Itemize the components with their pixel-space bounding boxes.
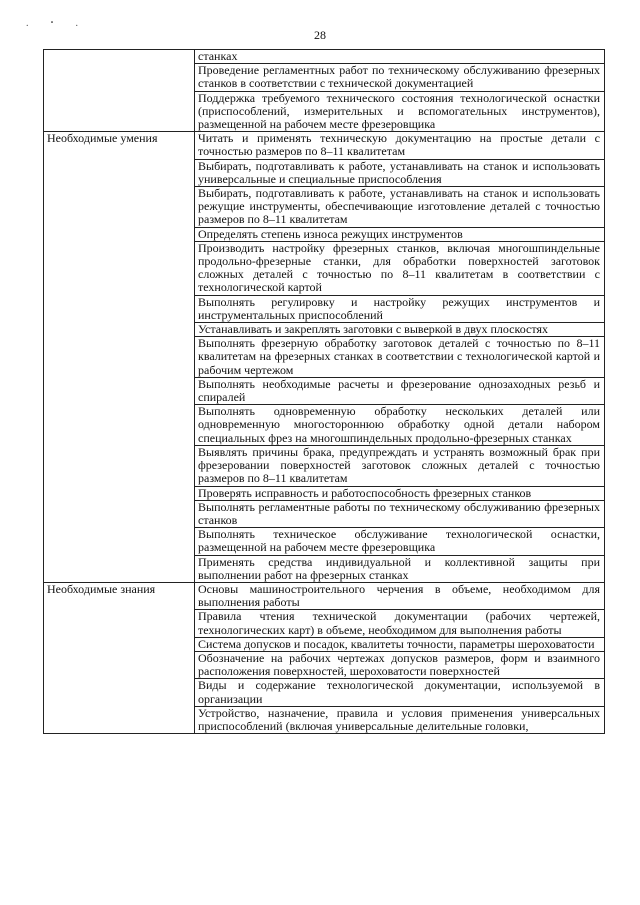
knowledge-group-item: Виды и содержание технологической документации, используемой в организации <box>195 679 605 706</box>
skills-group-item: Выбирать, подготавливать к работе, устанавливать на станок и использовать универсальные и специальные приспособления <box>195 159 605 186</box>
skills-group-item: Выполнять регулировку и настройку режущих инструментов и инструментальных приспособлений <box>195 295 605 322</box>
skills-group-item: Выполнять фрезерную обработку заготовок деталей с точностью по 8–11 квалитетам на фрезерных станках в соответствии с технологической картой и рабочим чертежом <box>195 337 605 378</box>
skills-group-item: Производить настройку фрезерных станков, включая многошпиндельные продольно-фрезерные станки, для обработки поверхностей заготовок сложных деталей с точностью по 8–11 квалитетам в соответствии с технологической картой <box>195 241 605 295</box>
knowledge-group-item: Основы машиностроительного черчения в объеме, необходимом для выполнения работы <box>195 582 605 609</box>
skills-group-item: Выполнять регламентные работы по техническому обслуживанию фрезерных станков <box>195 500 605 527</box>
skills-group-label: Необходимые умения <box>44 132 195 583</box>
knowledge-group-item: Правила чтения технической документации (рабочих чертежей, технологических карт) в объеме, необходимом для выполнения работы <box>195 610 605 637</box>
continued-group-label <box>44 50 195 132</box>
knowledge-group-row <box>44 582 605 609</box>
skills-group-item: Устанавливать и закреплять заготовки с выверкой в двух плоскостях <box>195 323 605 337</box>
page-number: 28 <box>314 28 326 42</box>
skills-group-item: Определять степень износа режущих инструментов <box>195 227 605 241</box>
continued-group-item: Проведение регламентных работ по техническому обслуживанию фрезерных станков в соответствии с технической документацией <box>195 64 605 91</box>
skills-group-item: Выполнять одновременную обработку нескольких деталей или одновременную многостороннюю обработку одной детали набором специальных фрез на многошпиндельных продольно-фрезерных станках <box>195 405 605 446</box>
scan-marks: . ・ . <box>26 18 86 29</box>
continued-group-row <box>44 50 605 64</box>
skills-group-row <box>44 132 605 159</box>
continued-group-item: Поддержка требуемого технического состояния технологической оснастки (приспособлений, измерительных и вспомогательных инструментов), размещенной на рабочем месте фрезеровщика <box>195 91 605 132</box>
knowledge-group-label: Необходимые знания <box>44 582 195 733</box>
skills-group-item: Выбирать, подготавливать к работе, устанавливать на станок и использовать режущие инструменты, обеспечивающие изготовление деталей с точностью размеров по 8–11 квалитетам <box>195 187 605 228</box>
continued-group-item: станках <box>195 50 605 64</box>
knowledge-group-item: Система допусков и посадок, квалитеты точности, параметры шероховатости <box>195 637 605 651</box>
skills-group-item: Читать и применять техническую документацию на простые детали с точностью размеров по 8–11 квалитетам <box>195 132 605 159</box>
knowledge-group-item: Устройство, назначение, правила и условия применения универсальных приспособлений (включая универсальные делительные головки, <box>195 706 605 733</box>
skills-group-item: Выявлять причины брака, предупреждать и устранять возможный брак при фрезеровании поверхностей заготовок сложных деталей с точностью размеров по 8–11 квалитетам <box>195 445 605 486</box>
knowledge-group-item: Обозначение на рабочих чертежах допусков размеров, форм и взаимного расположения поверхностей, шероховатости поверхностей <box>195 651 605 678</box>
skills-group-item: Проверять исправность и работоспособность фрезерных станков <box>195 486 605 500</box>
skills-group-item: Выполнять необходимые расчеты и фрезерование однозаходных резьб и спиралей <box>195 377 605 404</box>
skills-group-item: Применять средства индивидуальной и коллективной защиты при выполнении работ на фрезерных станках <box>195 555 605 582</box>
requirements-table <box>43 49 605 734</box>
skills-group-item: Выполнять техническое обслуживание технологической оснастки, размещенной на рабочем месте фрезеровщика <box>195 528 605 555</box>
